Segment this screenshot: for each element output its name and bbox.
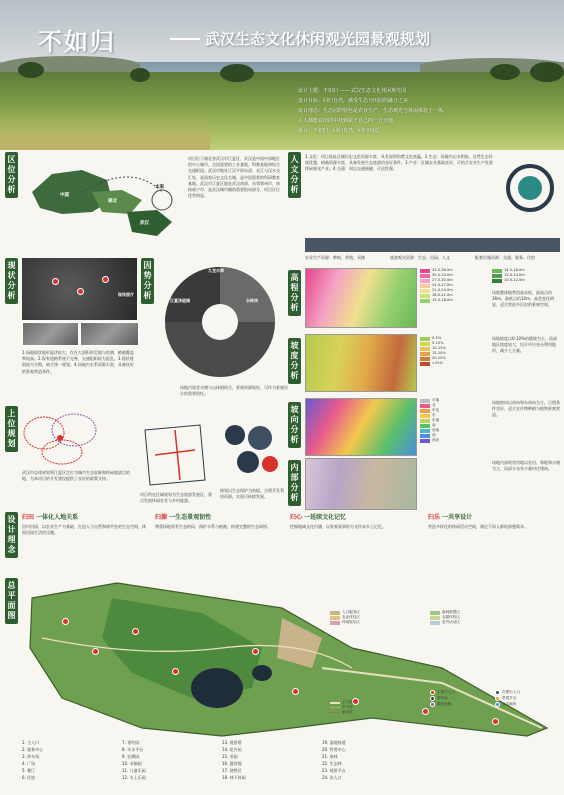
legend-label: 南 — [432, 423, 436, 427]
elevation-legend-right — [492, 268, 560, 283]
legend-label: 27.0-30.0m — [432, 278, 453, 282]
legend-item — [495, 690, 560, 695]
concept-key: 归源 — [155, 514, 168, 521]
section-label-upper-plan: 上位规划 — [5, 406, 18, 452]
legend-label: 14.0-16.0m — [504, 268, 525, 272]
plan-pin[interactable] — [132, 628, 139, 635]
hubei-shape — [92, 190, 142, 214]
pond — [252, 665, 272, 681]
concept-title: 一共享设计 — [442, 514, 473, 521]
section-label-status: 现状分析 — [5, 258, 18, 304]
legend-swatch — [420, 409, 430, 413]
index-item: 21. 果林 — [322, 754, 338, 759]
upper-plan-text-right: 规划以生态保护为前提，合理开发利用资源，实现可持续发展。 — [220, 488, 284, 500]
legend-swatch — [420, 419, 430, 423]
legend-label: 停车场 — [437, 696, 448, 700]
upper-plan-diagram-1 — [22, 408, 102, 468]
index-item: 12. 水上乐园 — [122, 775, 146, 780]
section-label-factor: 因势分析 — [141, 258, 154, 304]
legend-swatch — [430, 621, 440, 625]
index-item: 1. 主入口 — [22, 740, 40, 745]
plan-pin[interactable] — [62, 618, 69, 625]
plan-pin[interactable] — [92, 648, 99, 655]
index-item: 15. 茶园 — [222, 754, 238, 759]
service-icon — [430, 702, 435, 707]
legend-swatch — [420, 414, 430, 418]
index-item: 4. 广场 — [22, 761, 36, 766]
slope-text: 场地坡度以0-10%的缓坡为主，局部地区坡度较大，设计中应充分利用地形，减少土方量。 — [492, 336, 557, 354]
status-photo — [80, 322, 139, 346]
internal-text: 场地内部现状用地以农田、林地和水塘为主，局部分布有少量村庄建筑。 — [492, 460, 560, 472]
icon-legend — [430, 690, 560, 707]
status-pin — [52, 278, 59, 285]
section-label-location: 区位分析 — [5, 152, 18, 198]
concept-text: 回归田园，以农业生产为基础，打造人与自然和谐共处的生态空间，体验田园生活的乐趣。 — [22, 524, 146, 536]
legend-swatch — [420, 434, 430, 438]
culture-diagram-graphic — [500, 158, 560, 228]
intro-line: 设计主题：不如归 —— 武汉生态文化休闲观光园 — [298, 88, 407, 94]
factor-circle — [160, 262, 280, 382]
legend-label: 服务设施 — [437, 702, 452, 706]
legend-label: 33.0-36.0m — [432, 268, 453, 272]
location-text: 项目位于湖北省武汉市江夏区，武汉是中国中部地区的中心城市，全国重要的工业基地、科教基地和综合交通枢纽。武汉市地处江汉平原东部，长江与汉水交汇处，是国家历史文化名城，是中国重要的科研教育基地。武汉市江夏区地处武汉南部，东邻鄂州市，南接咸宁市，是武汉城市圈的重要组成部分，项目区位优势明显。 — [188, 156, 280, 199]
legend-swatch — [330, 702, 340, 704]
legend-label: 主干道 — [342, 700, 353, 704]
index-item: 7. 垂钓园 — [122, 740, 140, 745]
legend-label: 10-15% — [432, 346, 446, 350]
elevation-text: 场地整体地势西高东低，最高点约36m，最低点约10m，高差变化明显，适合营造多层次的景观空间。 — [492, 290, 554, 308]
lake — [191, 668, 243, 708]
aspect-legend — [420, 398, 490, 443]
aspect-text: 场地坡向以南向和东南向为主，日照条件良好，适合农作物种植与植物景观营造。 — [492, 400, 560, 418]
label-china: 中国 — [60, 193, 69, 198]
factor-label: 九龙水库 — [208, 268, 224, 273]
legend-label: 10.0-12.0m — [504, 278, 525, 282]
legend-label: 0-5% — [432, 336, 442, 340]
index-item: 3. 停车场 — [22, 754, 40, 759]
section-label-elevation: 高程分析 — [288, 270, 301, 316]
index-item: 19. 湿地栈道 — [322, 740, 346, 745]
legend-label: 公共厕所 — [502, 702, 517, 706]
legend-swatch — [430, 616, 440, 620]
page-subtitle: 武汉生态文化休闲观光园景观规划 — [205, 30, 431, 48]
index-item: 14. 花卉园 — [222, 747, 242, 752]
intro-line: 设计：不如归，回归自然，回归田园。 — [298, 128, 384, 134]
culture-diagram — [500, 158, 560, 228]
intro-text — [298, 86, 548, 136]
legend-label: 18.0-21.0m — [432, 293, 453, 297]
concept-title: 一体化人地关系 — [36, 514, 79, 521]
concept-item — [290, 512, 420, 572]
section-label-internal: 内部分析 — [288, 460, 301, 506]
legend-label: 12.0-14.0m — [504, 273, 525, 277]
legend-item — [430, 702, 495, 707]
index-item: 20. 科普中心 — [322, 747, 346, 752]
tree — [530, 62, 564, 82]
legend-swatch — [330, 707, 340, 708]
master-plan-graphic — [22, 578, 562, 738]
legend-label: 西 — [432, 433, 436, 437]
plan-pin[interactable] — [252, 648, 259, 655]
legend-label: 西南 — [432, 428, 440, 432]
culture-list-1: 农业生产资源：种植、养殖、采摘 — [305, 255, 365, 260]
legend-label: 平地 — [432, 398, 440, 402]
factor-label: 江夏汤逊湖 — [170, 298, 190, 303]
legend-label: 西北 — [432, 438, 440, 442]
status-text-left: 1.场地现状地形起伏较大，存在大面积的荒地与鱼塘，植被覆盖率较高。2.现有道路系统不完善，交通组织较为混乱。3.现状建筑较为分散，缺乏统一规划。4.场地内水系资源丰富，具备良好的景观营造条件。 — [22, 350, 134, 374]
upper-plan-text-mid: 项目所在区域规划为生态旅游发展区，重点发展休闲农业与乡村旅游。 — [140, 492, 212, 504]
upper-plan-graphic — [140, 420, 210, 490]
index-item: 23. 观景平台 — [322, 768, 346, 773]
legend-swatch — [420, 289, 430, 293]
label-hubei: 湖北 — [108, 199, 117, 204]
plan-pin[interactable] — [492, 718, 499, 725]
legend-label: 景观节点 — [502, 696, 517, 700]
legend-label: 东 — [432, 413, 436, 417]
tree — [130, 68, 150, 82]
legend-label: 室外活动区 — [442, 620, 460, 624]
legend-swatch — [330, 616, 340, 620]
legend-swatch — [420, 404, 430, 408]
tree — [490, 64, 520, 80]
entrance-icon — [430, 690, 435, 695]
reeds — [0, 110, 210, 150]
slope-legend — [420, 336, 490, 366]
legend-label: 入口服务区 — [342, 610, 360, 614]
legend-swatch — [420, 342, 430, 346]
legend-swatch — [420, 399, 430, 403]
concept-heading — [22, 512, 147, 521]
tree — [18, 62, 44, 78]
location-map-graphic — [22, 152, 187, 242]
legend-swatch — [420, 439, 430, 443]
section-label-concept: 设计理念 — [5, 512, 18, 558]
upper-plan-graphic — [22, 408, 102, 468]
legend-item — [495, 702, 560, 707]
elevation-map — [305, 268, 417, 328]
parking-icon — [430, 696, 435, 701]
legend-swatch — [420, 362, 430, 366]
line-legend — [330, 700, 420, 715]
index-item: 22. 生态林 — [322, 761, 342, 766]
legend-swatch — [420, 274, 430, 278]
plan-pin[interactable] — [292, 688, 299, 695]
concept-heading — [155, 512, 285, 521]
legend-label: 游步道 — [342, 710, 353, 714]
index-item: 13. 观景塔 — [222, 740, 242, 745]
legend-swatch — [420, 279, 430, 283]
legend-swatch — [420, 347, 430, 351]
index-item: 11. 儿童乐园 — [122, 768, 146, 773]
legend-swatch — [430, 611, 440, 615]
legend-label: 30.0-33.0m — [432, 273, 453, 277]
concept-key: 归心 — [290, 514, 303, 521]
plan-pin[interactable] — [172, 668, 179, 675]
legend-swatch — [420, 299, 430, 303]
legend-item — [420, 361, 490, 366]
label-site: 本案 — [155, 185, 164, 190]
concept-key: 归乐 — [428, 514, 441, 521]
upper-plan-diagram-3 — [220, 420, 282, 485]
concept-heading — [428, 512, 560, 521]
culture-list-2: 旅游观光资源：生态、田园、人文 — [390, 255, 450, 260]
zone-legend-right — [430, 610, 550, 625]
concept-item — [22, 512, 147, 572]
intro-line: 人人都能在田园中找到属于自己的一方天地， — [298, 118, 399, 124]
legend-swatch — [492, 279, 502, 283]
concept-title: 一延续文化记忆 — [304, 514, 347, 521]
legend-label: 农业体验区 — [342, 615, 360, 619]
index-item: 5. 餐厅 — [22, 768, 36, 773]
section-label-slope: 坡度分析 — [288, 338, 301, 384]
legend-label: 主要出入口 — [437, 690, 455, 694]
location-map — [22, 152, 187, 242]
culture-list-3: 配套设施资源：交通、服务、住宿 — [475, 255, 535, 260]
upper-plan-diagram-2 — [140, 420, 210, 490]
legend-label: 东南 — [432, 418, 440, 422]
section-label-master-plan: 总平面图 — [5, 578, 18, 624]
plan-index — [22, 740, 422, 781]
legend-item — [492, 278, 560, 283]
concept-item — [155, 512, 285, 572]
culture-text: 1.文化：项目选址区域历史文化资源丰富，具有深厚的楚文化底蕴。2.生态：场地内山水相依，自然生态环境优越，植被资源丰富，具备发展生态旅游的良好条件。3.产业：区域农业基础良好，可结合农业生产发展休闲观光产业。4.交通：周边交通便捷，可达性强。 — [305, 154, 493, 172]
legend-label: 东北 — [432, 408, 440, 412]
legend-label: 森林游憩区 — [442, 610, 460, 614]
concept-text: 营造多样化的休闲活动空间，满足不同人群的游憩需求。 — [428, 524, 528, 529]
index-item: 6. 民宿 — [22, 775, 36, 780]
index-item: 17. 烧烤区 — [222, 768, 242, 773]
index-item: 8. 亲水平台 — [122, 747, 144, 752]
wuhan-shape — [127, 210, 172, 236]
legend-swatch — [420, 294, 430, 298]
status-pin — [77, 288, 84, 295]
site-circle — [152, 190, 172, 210]
legend-label: 24.0-27.0m — [432, 283, 453, 287]
legend-swatch — [330, 712, 340, 713]
aspect-map — [305, 398, 417, 456]
legend-swatch — [420, 424, 430, 428]
legend-label: >25% — [432, 361, 443, 365]
legend-item — [495, 696, 560, 701]
status-photo — [22, 322, 79, 346]
legend-swatch — [330, 621, 340, 625]
elevation-legend — [420, 268, 490, 303]
upper-plan-graphic — [220, 420, 282, 485]
legend-swatch — [420, 269, 430, 273]
concept-title: 一生态景观韧性 — [169, 514, 212, 521]
node-icon — [495, 696, 500, 701]
legend-item — [420, 298, 490, 303]
factor-label: 长岭岗 — [246, 298, 258, 303]
culture-icon-row — [305, 238, 560, 252]
concept-key: 归田 — [22, 514, 35, 521]
header-banner — [0, 0, 564, 150]
internal-map — [305, 458, 417, 510]
index-item: 24. 次入口 — [322, 775, 342, 780]
legend-label: 15.0-18.0m — [432, 298, 453, 302]
legend-swatch — [420, 337, 430, 341]
status-text-mid: 场地内现状水塘与山体相结合，景观资源较好，可作为景观设计的重要依托。 — [180, 385, 288, 397]
legend-item — [430, 690, 495, 695]
concept-heading — [290, 512, 420, 521]
legend-swatch — [330, 611, 340, 615]
legend-label: 次干道 — [342, 705, 353, 709]
intro-line: 设计目标：回归自然，感受生态与田园的融合之美 — [298, 98, 409, 104]
legend-item — [430, 696, 495, 701]
legend-swatch — [420, 352, 430, 356]
tree — [220, 64, 254, 82]
legend-label: 20-25% — [432, 356, 446, 360]
legend-label: 农耕体验区 — [442, 615, 460, 619]
label-wuhan: 武汉 — [140, 221, 149, 226]
legend-swatch — [492, 274, 502, 278]
upper-plan-text-left: 武汉市总体规划将江夏区定位为城市生态屏障和休闲旅游目的地，为本项目的开发建设提供了良好的政策支持。 — [22, 470, 130, 482]
slope-map — [305, 334, 417, 392]
status-photo-caption: 现场照片 — [118, 292, 134, 297]
legend-swatch — [492, 269, 502, 273]
intro-line: 设计理念：生态园的特色是农业生产、生态观光与休闲体验于一体， — [298, 108, 449, 114]
legend-label: 21.0-24.0m — [432, 288, 453, 292]
legend-label: 北 — [432, 403, 436, 407]
legend-swatch — [420, 429, 430, 433]
plan-pin[interactable] — [422, 708, 429, 715]
index-item: 16. 露营地 — [222, 761, 242, 766]
concept-text: 尊重场地原有生态格局，保护水系与植被，构建完整的生态网络。 — [155, 524, 271, 529]
index-item: 18. 林下休闲 — [222, 775, 246, 780]
legend-swatch — [420, 357, 430, 361]
master-plan-map — [22, 578, 562, 738]
legend-label: 15-20% — [432, 351, 446, 355]
legend-label: 次要出入口 — [502, 690, 520, 694]
title-dash — [170, 38, 200, 40]
status-pin — [102, 276, 109, 283]
legend-item — [330, 710, 420, 715]
legend-label: 休闲娱乐区 — [342, 620, 360, 624]
legend-item — [420, 438, 490, 443]
toilet-icon — [495, 702, 500, 707]
status-map — [22, 258, 137, 320]
section-label-aspect: 坡向分析 — [288, 402, 301, 448]
factor-circle-graphic — [160, 262, 280, 382]
section-label-culture: 人文分析 — [288, 152, 301, 198]
concept-text: 挖掘地域文化内涵，以景观叙事的方式传承乡土记忆。 — [290, 524, 386, 529]
concept-item — [428, 512, 560, 572]
legend-swatch — [420, 284, 430, 288]
index-item: 10. 采摘园 — [122, 761, 142, 766]
legend-item — [430, 620, 550, 625]
index-item: 9. 农耕园 — [122, 754, 140, 759]
secondary-entrance-icon — [495, 690, 500, 695]
legend-label: 5-10% — [432, 341, 444, 345]
index-item: 2. 服务中心 — [22, 747, 44, 752]
page-title: 不如归 — [38, 28, 116, 56]
